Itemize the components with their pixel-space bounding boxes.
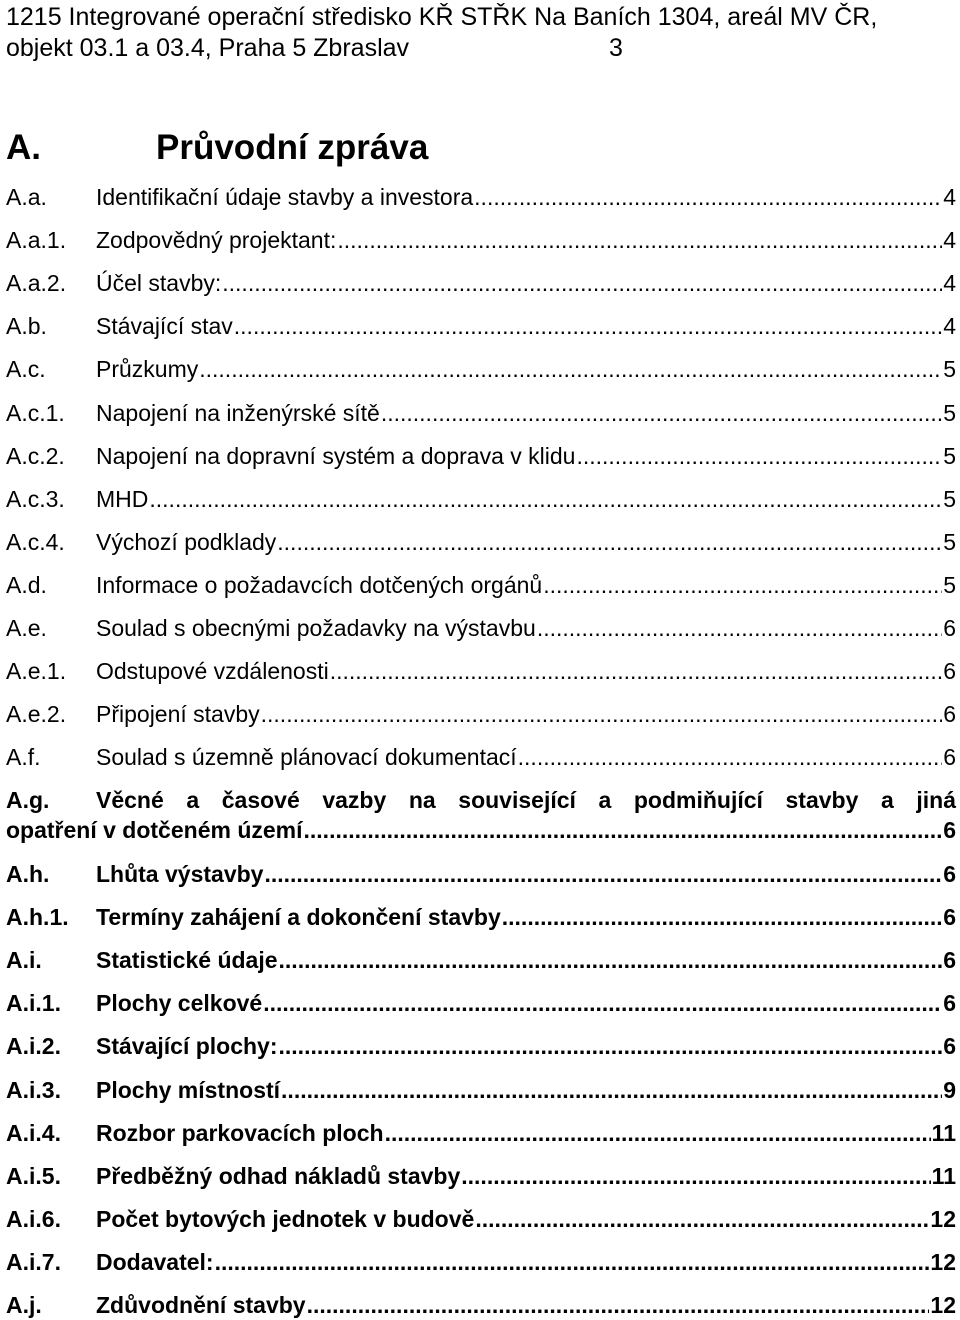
toc-entry-page: 5 [943,399,956,426]
toc-entry-title: Předběžný odhad nákladů stavby [96,1162,461,1189]
toc-entry[interactable] [6,311,956,341]
header-project-location: objekt 03.1 a 03.4, Praha 5 Zbraslav [6,34,410,62]
toc-leader-dots [281,1075,942,1105]
toc-entry-number: A.f. [6,744,41,771]
toc-entry-wrapped[interactable] [6,785,956,845]
toc-entry-page: 4 [943,313,956,340]
toc-entry-number: A.c.4. [6,528,65,555]
header-line-2 [6,33,956,64]
toc-entry[interactable] [6,570,956,600]
toc-entry[interactable] [6,1031,956,1061]
toc-entry[interactable] [6,988,956,1018]
toc-leader-dots [474,182,942,212]
toc-entry-number: A.c. [6,356,46,383]
toc-entry-page: 5 [943,571,956,598]
toc-leader-dots [385,1118,931,1148]
toc-entry-number: A.e.2. [6,701,67,728]
toc-entry-line [96,613,956,643]
toc-entry-page: 6 [943,744,956,771]
toc-entry-page: 6 [943,1033,956,1060]
toc-entry-page: 12 [930,1248,956,1275]
toc-entry-title: Zdůvodnění stavby [96,1292,306,1318]
toc-entry-line [96,570,956,600]
toc-entry-title: Soulad s obecnými požadavky na výstavbu [96,615,536,641]
toc-entry-title: Připojení stavby [96,701,260,728]
toc-entry[interactable] [6,859,956,889]
toc-entry-title: Informace o požadavcích dotčených orgánů [96,571,543,598]
toc-entry-title: Průzkumy [96,356,199,383]
toc-entry-title: Zodpovědný projektant: [96,227,337,254]
toc-entry-title: Identifikační údaje stavby a investora [96,184,474,210]
toc-entry-line [96,182,956,212]
toc-entry-page: 12 [930,1205,956,1232]
toc-entry-number: A.i.4. [6,1119,61,1146]
section-number: A. [6,128,41,167]
toc-entry[interactable] [6,945,956,975]
toc-entry-number: A.a. [6,184,47,210]
toc-entry-number: A.i.2. [6,1033,61,1060]
toc-leader-dots [264,859,942,889]
toc-entry[interactable] [6,182,956,212]
toc-leader-dots [277,527,942,557]
toc-entry[interactable] [6,268,956,298]
toc-entry-number: A.j. [6,1292,42,1318]
toc-entry-number: A.h.1. [6,904,69,931]
toc-entry-page: 6 [943,947,956,974]
toc-entry-title: Lhůta výstavby [96,861,264,887]
toc-wrapped-line-1 [6,785,956,815]
toc-entry-line [96,945,956,975]
toc-entry-line [96,1075,956,1105]
toc-entry-title: Plochy místností [96,1076,281,1103]
toc-entry[interactable] [6,1161,956,1191]
toc-entry[interactable] [6,613,956,643]
toc-leader-dots [304,815,943,845]
toc-entry-line [96,527,956,557]
toc-entry-title: MHD [96,485,149,512]
toc-entry[interactable] [6,1075,956,1105]
toc-entry-line [96,1161,956,1191]
toc-entry-page: 6 [943,904,956,931]
toc-entry-title-part2: opatření v dotčeném území [6,817,303,844]
toc-leader-dots [222,268,942,298]
toc-entry-title: Dodavatel: [96,1248,214,1275]
toc-entry[interactable] [6,699,956,729]
toc-entry-title: Soulad s územně plánovací dokumentací [96,744,517,771]
toc-leader-dots [381,398,942,428]
toc-entry-line [96,1118,956,1148]
toc-leader-dots [461,1161,930,1191]
toc-entry[interactable] [6,354,956,384]
toc-entry-title: Termíny zahájení a dokončení stavby [96,904,501,931]
toc-entry-line [96,268,956,298]
toc-entry-title: Stávající plochy: [96,1033,278,1060]
toc-entry-number: A.a.1. [6,227,67,254]
toc-entry-number: A.i.7. [6,1248,61,1275]
document-header [6,2,956,64]
section-heading [6,128,956,168]
toc-entry-title: Napojení na dopravní systém a doprava v klidu [96,442,576,469]
toc-entry-title: Účel stavby: [96,270,222,297]
toc-entry-number: A.g. [6,787,50,814]
toc-entry[interactable] [6,656,956,686]
toc-leader-dots [234,311,942,341]
toc-entry-page: 11 [931,1162,956,1189]
toc-leader-dots [149,484,942,514]
toc-entry-title: Rozbor parkovacích ploch [96,1119,384,1146]
toc-entry-page: 4 [943,270,956,297]
toc-leader-dots [199,354,942,384]
toc-entry-page: 5 [943,356,956,383]
toc-entry-number: A.e. [6,615,47,641]
toc-entry-title: Výchozí podklady [96,528,277,555]
toc-entry-number: A.c.2. [6,442,65,469]
toc-entry-number: A.c.3. [6,485,65,512]
toc-entry-page: 4 [943,227,956,254]
toc-entry-page: 5 [943,485,956,512]
toc-entry-line [96,441,956,471]
toc-entry-line [96,354,956,384]
toc-entry-page: 5 [943,528,956,555]
toc-leader-dots [502,902,942,932]
toc-entry-line [96,484,956,514]
toc-leader-dots [215,1247,930,1277]
toc-entry-page: 6 [943,861,956,887]
toc-entry[interactable] [6,1247,956,1277]
toc-entry[interactable] [6,441,956,471]
toc-entry-page: 4 [943,184,956,210]
toc-entry[interactable] [6,398,956,428]
toc-leader-dots [279,1031,943,1061]
toc-leader-dots [337,225,942,255]
toc-entry-title: Statistické údaje [96,947,278,974]
toc-entry-line [96,311,956,341]
toc-leader-dots [261,699,943,729]
toc-entry-line [96,742,956,772]
toc-leader-dots [279,945,943,975]
toc-entry-line [96,656,956,686]
toc-entry[interactable] [6,484,956,514]
toc-entry-page: 12 [930,1292,956,1318]
toc-leader-dots [330,656,943,686]
toc-entry-page: 11 [931,1119,956,1146]
toc-entry-number: A.i.5. [6,1162,61,1189]
toc-entry-number: A.i.3. [6,1076,61,1103]
toc-leader-dots [576,441,942,471]
toc-entry-page: 6 [943,990,956,1017]
toc-entry-line [96,1290,956,1320]
toc-entry-title: Plochy celkové [96,990,263,1017]
toc-entry[interactable] [6,902,956,932]
toc-entry-page: 6 [943,817,956,844]
toc-entry-number: A.c.1. [6,399,65,426]
toc-leader-dots [475,1204,929,1234]
toc-leader-dots [543,570,942,600]
toc-entry-title: Napojení na inženýrské sítě [96,399,380,426]
toc-entry-line [96,1204,956,1234]
toc-entry-line [96,225,956,255]
toc-entry[interactable] [6,1204,956,1234]
toc-entry-number: A.h. [6,861,50,887]
toc-entry-page: 6 [943,658,956,685]
toc-entry[interactable] [6,1290,956,1320]
toc-entry-line [96,699,956,729]
header-line-1: 1215 Integrované operační středisko KŘ STŘK Na Baních 1304, areál MV ČR, [6,3,878,31]
toc-entry-line [96,1031,956,1061]
toc-entry-title: Počet bytových jednotek v budově [96,1205,475,1232]
toc-entry-number: A.i.6. [6,1205,61,1232]
toc-entry-number: A.i. [6,947,42,974]
toc-entry-line [96,988,956,1018]
toc-entry-line [96,902,956,932]
toc-entry-line [96,859,956,889]
toc-entry-page: 9 [943,1076,956,1103]
toc-entry[interactable] [6,527,956,557]
toc-entry[interactable] [6,1118,956,1148]
toc-wrapped-line-2 [6,815,956,845]
toc-entry-page: 6 [943,701,956,728]
toc-entry-page: 6 [943,615,956,641]
toc-entry[interactable] [6,742,956,772]
toc-entry-title: Odstupové vzdálenosti [96,658,329,685]
toc-entry-number: A.d. [6,571,47,598]
toc-entry-title-part1: Věcné a časové vazby na související a podmiňující stavby a jiná [96,787,956,814]
toc-entry-number: A.e.1. [6,658,67,685]
toc-leader-dots [263,988,942,1018]
toc-entry-number: A.b. [6,313,47,340]
toc-entry[interactable] [6,225,956,255]
toc-leader-dots [518,742,943,772]
toc-entry-page: 5 [943,442,956,469]
toc-entry-title: Stávající stav [96,313,233,340]
toc-entry-number: A.a.2. [6,270,67,297]
toc-leader-dots [537,613,942,643]
toc-entry-number: A.i.1. [6,990,61,1017]
toc-entry-line [96,398,956,428]
toc-entry-line [96,1247,956,1277]
page-number: 3 [609,34,623,62]
toc-leader-dots [307,1290,930,1320]
section-title: Průvodní zpráva [156,128,429,167]
